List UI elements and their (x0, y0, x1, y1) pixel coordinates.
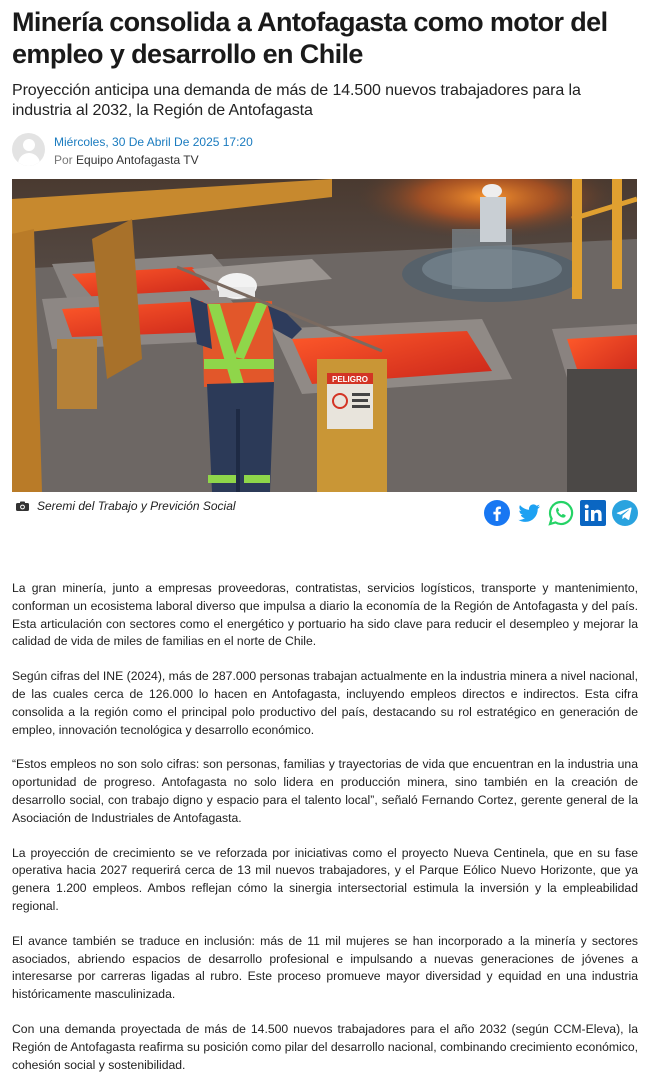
author-name[interactable]: Equipo Antofagasta TV (76, 153, 199, 167)
author-line (54, 151, 253, 169)
paragraph: Con una demanda proyectada de más de 14.500 nuevos trabajadores para el año 2032 (según CCM-Eleva), la Región de Antofagasta reafirma su posición como pilar del desarrollo nacional, combinando crecimiento económico, cohesión social y sostenibilidad. (12, 1021, 638, 1072)
paragraph: El avance también se traduce en inclusión: más de 11 mil mujeres se han incorporado a la minería y sectores asociados, abriendo espacios de desarrollo profesional e impulsando a nuevas generaciones de jóvenes a interesarse por carreras ligadas al rubro. Este proceso promueve mayor diversidad y equidad en una industria históricamente masculinizada. (12, 933, 638, 1002)
caption-text: Seremi del Trabajo y Previción Social (37, 499, 236, 513)
article-body (12, 580, 638, 1074)
caption-row (12, 498, 638, 528)
linkedin-share-icon[interactable] (580, 500, 606, 526)
meta-text (54, 133, 253, 169)
camera-icon (16, 501, 29, 511)
hero-photo (12, 179, 637, 492)
twitter-share-icon[interactable] (516, 500, 542, 526)
image-caption (16, 499, 236, 513)
article-hero-image (12, 179, 637, 492)
article-meta (12, 133, 638, 169)
paragraph: La gran minería, junto a empresas proveedoras, contratistas, servicios logísticos, transporte y mantenimiento, conforman un ecosistema laboral diverso que impulsa a diario la economía de la Región de Antofagasta y del país. Esta articulación con sectores como el energético y portuario ha sido clave para reducir el desempleo y mejorar la calidad de vida de miles de familias en el norte de Chile. (12, 581, 638, 649)
hazard-sign-text: PELIGRO (331, 375, 369, 384)
share-buttons (484, 500, 638, 526)
facebook-share-icon[interactable] (484, 500, 510, 526)
paragraph: Según cifras del INE (2024), más de 287.000 personas trabajan actualmente en la industria minera a nivel nacional, de las cuales cerca de 126.000 lo hacen en Antofagasta, incluyendo empleos directos e indirectos. Esta cifra consolida a la región como el principal polo productivo del país, destacando su rol estratégico en generación de empleo, innovación tecnológica y desarrollo económico. (12, 669, 638, 737)
by-label: Por (54, 153, 73, 167)
article-title: Minería consolida a Antofagasta como motor del empleo y desarrollo en Chile (12, 7, 608, 69)
whatsapp-share-icon[interactable] (548, 500, 574, 526)
telegram-share-icon[interactable] (612, 500, 638, 526)
author-avatar[interactable] (12, 133, 45, 166)
paragraph: “Estos empleos no son solo cifras: son personas, familias y trayectorias de vida que encuentran en la industria una oportunidad de progreso. Antofagasta no solo lidera en producción minera, sino también en la creación de desarrollo social, con trabajo digno y espacio para el talento local”, señaló Fernando Cortez, gerente general de la Asociación de Industriales de Antofagasta. (12, 757, 638, 825)
article-subtitle: Proyección anticipa una demanda de más de 14.500 nuevos trabajadores para la industria al 2032, la Región de Antofagasta (12, 82, 581, 119)
publish-date: Miércoles, 30 De Abril De 2025 17:20 (54, 135, 253, 149)
paragraph: La proyección de crecimiento se ve reforzada por iniciativas como el proyecto Nueva Centinela, que en su fase operativa hacia 2027 requerirá cerca de 13 mil nuevos trabajadores, y el Parque Eólico Nuevo Horizonte, que ya genera 1.200 empleos. Ambos reflejan cómo la sinergia intersectorial estimula la inversión y la empleabilidad regional. (12, 845, 638, 913)
